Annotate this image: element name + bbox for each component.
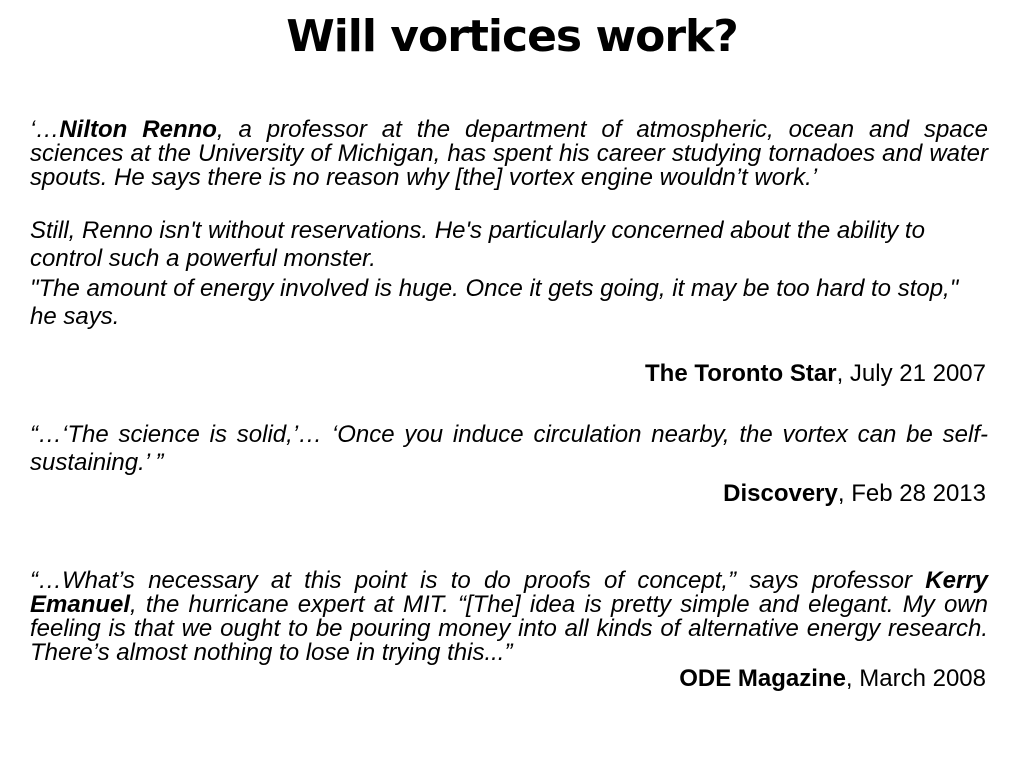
quote-discovery-text: “…‘The science is solid,’… ‘Once you induce circulation nearby, the vortex can be self-sustaining.’ ” [30, 421, 988, 476]
source-ode-magazine-publication: ODE Magazine [679, 665, 846, 692]
paragraph-reservations-text: Still, Renno isn't without reservations. He's particularly concerned about the ability to control such a powerful monster. [30, 217, 925, 272]
quote-renno [30, 118, 988, 190]
quote-emanuel-rest: , the hurricane expert at MIT. “[The] idea is pretty simple and elegant. My own feeling is that we ought to be pouring money into all kinds of alternative energy research. There’s almost nothing to lose in trying this...” [30, 591, 988, 666]
quote-emanuel-open: “…What’s necessary at this point is to do proofs of concept,” says professor [30, 567, 926, 594]
quote-renno-text [30, 118, 988, 190]
paragraph-reservations [30, 217, 988, 273]
source-ode-magazine [679, 665, 986, 693]
source-discovery-date: , Feb 28 2013 [837, 480, 986, 507]
quote-emanuel-name: Kerry Emanuel [30, 567, 988, 618]
source-ode-magazine-date: , March 2008 [845, 665, 986, 692]
slide-title: Will vortices work? [286, 11, 738, 62]
quote-renno-open: ‘… [30, 116, 60, 143]
source-discovery [723, 480, 986, 508]
quote-discovery [30, 421, 988, 477]
paragraph-energy-text: "The amount of energy involved is huge. Once it gets going, it may be too hard to stop," he says. [30, 275, 959, 330]
quote-emanuel-text [30, 569, 988, 665]
source-toronto-star [645, 360, 986, 388]
quote-renno-name: Nilton Renno [59, 116, 217, 143]
source-toronto-star-date: , July 21 2007 [836, 360, 986, 387]
quote-renno-rest: , a professor at the department of atmospheric, ocean and space sciences at the University of Michigan, has spent his career studying tornadoes and water spouts. He says there is no reason why [the] vortex engine wouldn’t work.’ [30, 116, 988, 191]
source-toronto-star-publication: The Toronto Star [645, 360, 837, 387]
quote-emanuel [30, 569, 988, 665]
source-discovery-publication: Discovery [723, 480, 838, 507]
paragraph-energy [30, 275, 988, 331]
